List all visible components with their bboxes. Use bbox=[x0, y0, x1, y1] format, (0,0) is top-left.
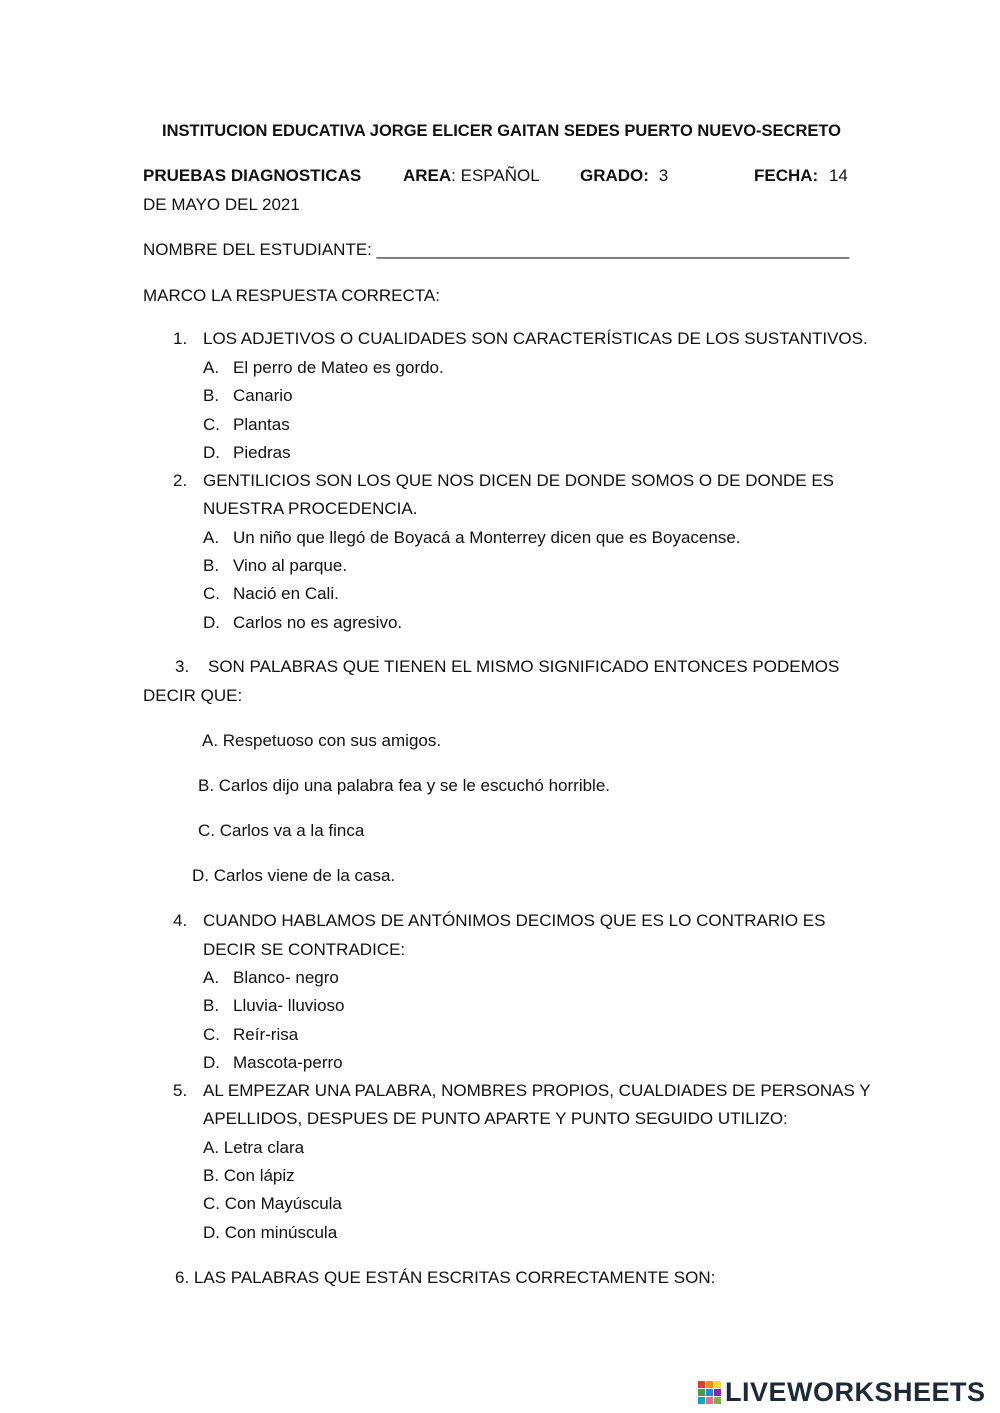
question-4-text-line-2: DECIR SE CONTRADICE: bbox=[203, 940, 406, 959]
question-4-text-line-1: CUANDO HABLAMOS DE ANTÓNIMOS DECIMOS QUE ES LO CONTRARIO ES bbox=[203, 911, 826, 930]
date-label: FECHA: bbox=[754, 166, 819, 185]
mark-cell bbox=[698, 1397, 705, 1404]
question-1-text: LOS ADJETIVOS O CUALIDADES SON CARACTERÍSTICAS DE LOS SUSTANTIVOS. bbox=[203, 329, 868, 348]
question-5-number: 5. bbox=[173, 1081, 188, 1100]
option-text: Canario bbox=[233, 386, 293, 405]
mark-cell bbox=[706, 1397, 713, 1404]
date-value-month-year: DE MAYO DEL 2021 bbox=[143, 195, 300, 214]
mark-cell bbox=[706, 1381, 713, 1388]
q1-option-c[interactable] bbox=[203, 414, 290, 436]
option-letter: D. bbox=[203, 613, 220, 632]
question-1-number: 1. bbox=[173, 329, 188, 348]
q1-option-d[interactable] bbox=[203, 442, 291, 464]
option-text: Nació en Cali. bbox=[233, 584, 339, 603]
question-4-number: 4. bbox=[173, 911, 188, 930]
liveworksheets-mark-icon bbox=[698, 1381, 721, 1404]
q5-option-b[interactable]: B. Con lápiz bbox=[203, 1166, 295, 1185]
grade-field bbox=[580, 165, 668, 187]
option-letter: A. bbox=[203, 968, 220, 987]
q5-option-c[interactable]: C. Con Mayúscula bbox=[203, 1194, 342, 1213]
q3-option-d[interactable]: D. Carlos viene de la casa. bbox=[192, 866, 396, 885]
mark-cell bbox=[714, 1381, 721, 1388]
q2-option-b[interactable] bbox=[203, 555, 348, 577]
q3-option-a[interactable]: A. Respetuoso con sus amigos. bbox=[202, 731, 442, 750]
option-text: Un niño que llegó de Boyacá a Monterrey dicen que es Boyacense. bbox=[233, 528, 741, 547]
option-text: Blanco- negro bbox=[233, 968, 339, 987]
area-field bbox=[403, 165, 540, 187]
option-letter: A. bbox=[203, 528, 220, 547]
option-text: Reír-risa bbox=[233, 1025, 299, 1044]
student-name-field[interactable] bbox=[143, 239, 849, 261]
instructions: MARCO LA RESPUESTA CORRECTA: bbox=[143, 286, 440, 305]
q4-option-a[interactable] bbox=[203, 967, 339, 989]
q4-option-c[interactable] bbox=[203, 1024, 299, 1046]
q5-option-d[interactable]: D. Con minúscula bbox=[203, 1223, 338, 1242]
area-label: AREA bbox=[403, 166, 452, 185]
question-2-text-line-2: NUESTRA PROCEDENCIA. bbox=[203, 499, 418, 518]
option-text: Piedras bbox=[233, 443, 291, 462]
liveworksheets-logo bbox=[698, 1377, 986, 1407]
mark-cell bbox=[714, 1397, 721, 1404]
question-3-number: 3. bbox=[175, 657, 190, 676]
question-3-text-line-1: SON PALABRAS QUE TIENEN EL MISMO SIGNIFICADO ENTONCES PODEMOS bbox=[208, 657, 840, 676]
date-field bbox=[754, 165, 848, 187]
q1-option-b[interactable] bbox=[203, 385, 293, 407]
q3-option-c[interactable]: C. Carlos va a la finca bbox=[198, 821, 365, 840]
option-text: Plantas bbox=[233, 415, 290, 434]
option-letter: B. bbox=[203, 386, 220, 405]
mark-cell bbox=[698, 1389, 705, 1396]
question-5-text-line-1: AL EMPEZAR UNA PALABRA, NOMBRES PROPIOS, CUALDIADES DE PERSONAS Y bbox=[203, 1081, 871, 1100]
grade-label: GRADO: bbox=[580, 166, 649, 185]
q4-option-b[interactable] bbox=[203, 995, 345, 1017]
option-text: El perro de Mateo es gordo. bbox=[233, 358, 444, 377]
question-6-text: 6. LAS PALABRAS QUE ESTÁN ESCRITAS CORRECTAMENTE SON: bbox=[175, 1268, 716, 1287]
option-letter: C. bbox=[203, 1025, 220, 1044]
mark-cell bbox=[714, 1389, 721, 1396]
option-letter: C. bbox=[203, 415, 220, 434]
q2-option-d[interactable] bbox=[203, 612, 403, 634]
option-letter: A. bbox=[203, 358, 220, 377]
option-letter: D. bbox=[203, 1053, 220, 1072]
q3-option-b[interactable]: B. Carlos dijo una palabra fea y se le escuchó horrible. bbox=[198, 776, 611, 795]
option-text: Vino al parque. bbox=[233, 556, 348, 575]
area-value: : ESPAÑOL bbox=[451, 166, 540, 185]
option-letter: D. bbox=[203, 443, 220, 462]
option-letter: B. bbox=[203, 996, 220, 1015]
q2-option-c[interactable] bbox=[203, 583, 339, 605]
option-text: Lluvia- lluvioso bbox=[233, 996, 345, 1015]
option-text: Mascota-perro bbox=[233, 1053, 343, 1072]
test-label: PRUEBAS DIAGNOSTICAS bbox=[143, 166, 362, 185]
option-letter: C. bbox=[203, 584, 220, 603]
date-value-day: 14 bbox=[828, 166, 848, 185]
q4-option-d[interactable] bbox=[203, 1052, 343, 1074]
q2-option-a[interactable] bbox=[203, 527, 741, 549]
option-letter: B. bbox=[203, 556, 220, 575]
q5-option-a[interactable]: A. Letra clara bbox=[203, 1138, 305, 1157]
mark-cell bbox=[706, 1389, 713, 1396]
liveworksheets-logo-text: LIVEWORKSHEETS bbox=[725, 1376, 986, 1407]
grade-value: 3 bbox=[658, 166, 669, 185]
question-3-text-line-2: DECIR QUE: bbox=[143, 686, 243, 705]
question-2-text-line-1: GENTILICIOS SON LOS QUE NOS DICEN DE DONDE SOMOS O DE DONDE ES bbox=[203, 471, 834, 490]
q1-option-a[interactable] bbox=[203, 357, 444, 379]
question-2-number: 2. bbox=[173, 471, 188, 490]
mark-cell bbox=[698, 1381, 705, 1388]
student-name-label: NOMBRE DEL ESTUDIANTE: bbox=[143, 240, 377, 259]
institution-title: INSTITUCION EDUCATIVA JORGE ELICER GAITAN SEDES PUERTO NUEVO-SECRETO bbox=[162, 122, 842, 140]
student-name-line[interactable]: __________________________________________________ bbox=[376, 240, 850, 259]
question-5-text-line-2: APELLIDOS, DESPUES DE PUNTO APARTE Y PUNTO SEGUIDO UTILIZO: bbox=[203, 1109, 788, 1128]
option-text: Carlos no es agresivo. bbox=[233, 613, 403, 632]
